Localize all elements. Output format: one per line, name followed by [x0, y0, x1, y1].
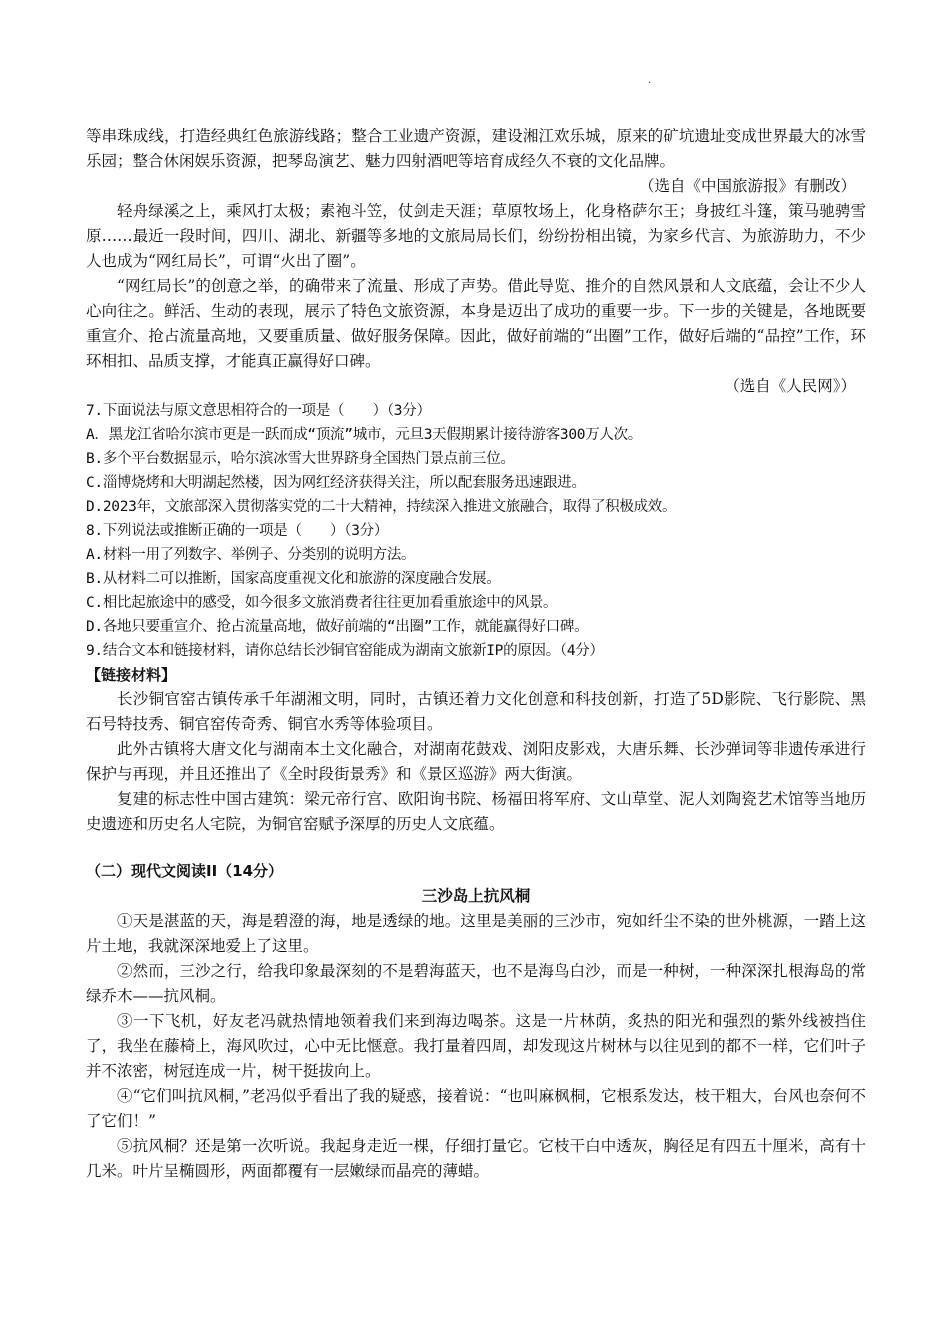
question-8-option-d: D.各地只要重宣介、抢占流量高地，做好前端的“出圈”工作，就能赢得好口碑。	[86, 619, 589, 635]
link-material-label: 【链接材料】	[86, 666, 177, 684]
article-para-5: ⑤抗风桐？还是第一次听说。我起身走近一棵，仔细打量它。它枝干白中透灰，胸径足有四五十厘米，高有十几米。叶片呈椭圆形，两面都覆有一层嫩绿而晶亮的薄蜡。	[86, 1137, 866, 1180]
question-7-option-b: B.多个平台数据显示，哈尔滨冰雪大世界跻身全国热门景点前三位。	[86, 451, 515, 467]
question-7-option-c: C.淄博烧烤和大明湖起然楼，因为网红经济获得关注，所以配套服务迅速跟进。	[86, 475, 586, 491]
material1-tail: 等串珠成线，打造经典红色旅游线路；整合工业遗产资源，建设湘江欢乐城，原来的矿坑遗址变成世界最大的冰雪乐园；整合休闲娱乐资源，把琴岛演艺、魅力四射酒吧等培育成经久不衰的文化品牌。	[86, 127, 866, 170]
article-title: 三沙岛上抗风桐	[421, 887, 531, 905]
section-gap	[86, 837, 866, 859]
question-9-stem: 9.结合文本和链接材料，请你总结长沙铜官窑能成为湖南文旅新IP的原因。（4分）	[86, 643, 604, 659]
section-heading: （二）现代文阅读II（14分）	[86, 862, 284, 880]
link-material-para-1: 长沙铜官窑古镇传承千年湖湘文明，同时，古镇还着力文化创意和科技创新，打造了5D影院、飞行影院、黑石号特技秀、铜官窑传奇秀、铜官水秀等体验项目。	[86, 690, 866, 733]
link-material-para-3: 复建的标志性中国古建筑：梁元帝行宫、欧阳询书院、杨福田将军府、文山草堂、泥人刘陶瓷艺术馆等当地历史遗迹和历史名人宅院，为铜官窑赋予深厚的历史人文底蕴。	[86, 790, 866, 833]
article-para-2: ②然而，三沙之行，给我印象最深刻的不是碧海蓝天，也不是海鸟白沙，而是一种树，一种深深扎根海岛的常绿乔木——抗风桐。	[86, 962, 866, 1005]
source-citation-2: （选自《人民网》）	[724, 377, 856, 395]
top-mark: ·	[648, 78, 652, 89]
article-para-1: ①天是湛蓝的天，海是碧澄的海，地是透绿的地。这里是美丽的三沙市，宛如纤尘不染的世外桃源，一踏上这片土地，我就深深地爱上了这里。	[86, 912, 866, 955]
document-page	[86, 124, 866, 1184]
material2-para-1: 轻舟绿溪之上，乘风打太极；素袍斗笠，仗剑走天涯；草原牧场上，化身格萨尔王；身披红斗篷，策马驰骋雪原……最近一段时间，四川、湖北、新疆等多地的文旅局局长们，纷纷扮相出镜，为家乡代言、为旅游助力，不少人也成为“网红局长”，可谓“火出了圈”。	[86, 202, 866, 270]
article-para-3: ③一下飞机，好友老冯就热情地领着我们来到海边喝茶。这是一片林荫，炙热的阳光和强烈的紫外线被挡住了，我坐在藤椅上，海风吹过，心中无比惬意。我打量着四周，却发现这片树林与以往见到的都不一样，它们叶子并不浓密，树冠连成一片，树干挺拔向上。	[86, 1012, 866, 1080]
question-7-option-d: D.2023年，文旅部深入贯彻落实党的二十大精神，持续深入推进文旅融合，取得了积极成效。	[86, 499, 677, 515]
material2-para-2: “网红局长”的创意之举，的确带来了流量、形成了声势。借此导览、推介的自然风景和人文底蕴，会让不少人心向往之。鲜活、生动的表现，展示了特色文旅资源，本身是迈出了成功的重要一步。下一步的关键是，各地既要重宣介、抢占流量高地，又要重质量、做好服务保障。因此，做好前端的“出圈”工作，做好后端的“品控”工作，环环相扣、品质支撑，才能真正赢得好口碑。	[86, 277, 866, 370]
question-7-stem: 7.下面说法与原文意思相符合的一项是（ ）（3分）	[86, 403, 431, 419]
article-para-4: ④“它们叫抗风桐，”老冯似乎看出了我的疑惑，接着说：“也叫麻枫桐，它根系发达，枝干粗大，台风也奈何不了它们！”	[86, 1087, 866, 1130]
question-8-option-a: A.材料一用了列数字、举例子、分类别的说明方法。	[86, 547, 416, 563]
question-8-stem: 8.下列说法或推断正确的一项是（ ）（3分）	[86, 523, 389, 539]
question-8-option-c: C.相比起旅途中的感受，如今很多文旅消费者往往更加看重旅途中的风景。	[86, 595, 558, 611]
source-citation-1: （选自《中国旅游报》有删改）	[638, 177, 856, 195]
question-8-option-b: B.从材料二可以推断，国家高度重视文化和旅游的深度融合发展。	[86, 571, 501, 587]
link-material-para-2: 此外古镇将大唐文化与湖南本土文化融合，对湖南花鼓戏、浏阳皮影戏，大唐乐舞、长沙弹词等非遗传承进行保护与再现，并且还推出了《全时段街景秀》和《景区巡游》两大街演。	[86, 740, 866, 783]
question-7-option-a: A．黑龙江省哈尔滨市更是一跃而成“顶流”城市，元旦3天假期累计接待游客300万人次。	[86, 427, 643, 443]
